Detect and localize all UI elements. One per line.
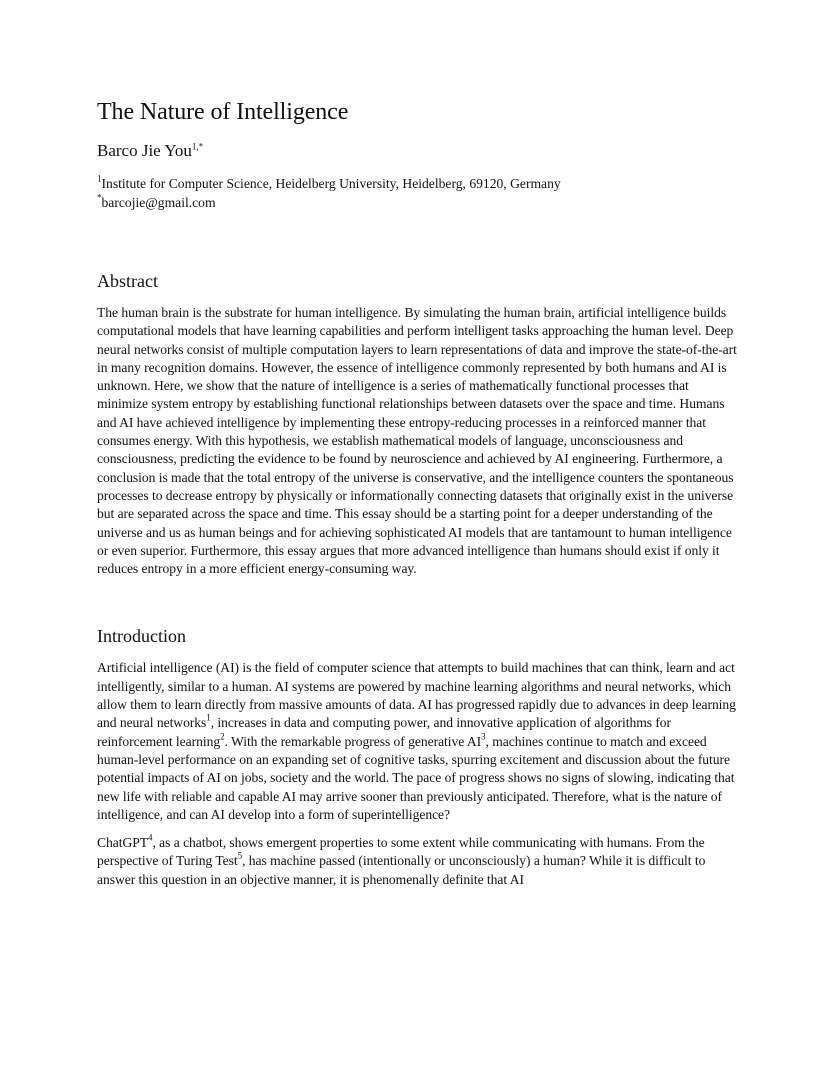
abstract-paragraph: The human brain is the substrate for human intelligence. By simulating the human brain, artificial intelligence builds computational models that have learning capabilities and perform intelligent tasks approaching the human level. Deep neural networks consist of multiple computation layers to learn representations of data and improve the state-of-the-art in many recognition domains. However, the essence of intelligence commonly represented by both humans and AI is unknown. Here, we show that the nature of intelligence is a series of mathematically functional processes that minimize system entropy by establishing functional relationships between datasets over the space and time. Humans and AI have achieved intelligence by implementing these entropy-reducing processes in a reinforced manner that consumes energy. With this hypothesis, we establish mathematical models of language, unconsciousness and consciousness, predicting the evidence to be found by neuroscience and achieved by AI engineering. Furthermore, a conclusion is made that the total entropy of the universe is conservative, and the intelligence counters the spontaneous processes to decrease entropy by physically or informationally connecting datasets that originally exist in the universe but are separated across the space and time. This essay should be a starting point for a deeper understanding of the universe and us as human beings and for achieving sophisticated AI models that are tantamount to human intelligence or even superior. Furthermore, this essay argues that more advanced intelligence than humans should exist if only it reduces entropy in a more efficient energy-consuming way. <box>97 305 737 577</box>
affiliation-block <box>97 174 737 212</box>
abstract-heading: Abstract <box>97 271 158 291</box>
author-marks: 1,* <box>191 141 204 152</box>
intro-p1-text-c: . With the remarkable progress of generative AI <box>224 733 482 749</box>
intro-p1-text-a: Artificial intelligence (AI) is the field of computer science that attempts to build machines that can think, learn and act intelligently, similar to a human. AI systems are powered by machine learning algorithms and neural networks, which allow them to learn directly from massive amounts of data. AI has progressed rapidly due to advances in deep learning and neural networks <box>97 660 736 731</box>
affiliation-number: 1 <box>97 173 102 184</box>
citation-3: 3 <box>481 731 486 742</box>
email-mark: * <box>97 192 102 203</box>
email-line <box>97 193 737 212</box>
author-line <box>97 140 737 162</box>
introduction-paragraph-1 <box>97 659 737 824</box>
affiliation-text: Institute for Computer Science, Heidelberg University, Heidelberg, 69120, Germany <box>101 176 561 191</box>
citation-5: 5 <box>237 851 243 862</box>
citation-1: 1 <box>206 713 211 724</box>
intro-p1-text-d: , machines continue to match and exceed human-level performance on an expanding set of cognitive tasks, spurring excitement and discussion about the future potential impacts of AI on jobs, society and the world. The pace of progress shows no signs of slowing, indicating that new life with reliable and capable AI may arrive sooner than previously anticipated. Therefore, what is the nature of intelligence, and can AI develop into a form of superintelligence? <box>97 733 735 822</box>
paper-page <box>97 96 737 889</box>
intro-p2-text-b: , as a chatbot, shows emergent properties to some extent while communicating with humans. From the perspective of Turing Test <box>97 835 705 869</box>
paper-title: The Nature of Intelligence <box>97 99 349 125</box>
introduction-heading: Introduction <box>97 626 186 647</box>
citation-4: 4 <box>148 832 153 843</box>
introduction-paragraph-2 <box>97 834 737 889</box>
author-name: Barco Jie You <box>97 141 192 160</box>
citation-2: 2 <box>220 731 225 742</box>
intro-p1-text-b: , increases in data and computing power, and innovative application of algorithms for reinforcement learning <box>97 715 672 749</box>
email-address: barcojie@gmail.com <box>101 195 216 210</box>
intro-p2-text-a: ChatGPT <box>97 835 149 851</box>
affiliation-line <box>97 174 737 193</box>
intro-p2-text-c: , has machine passed (intentionally or unconsciously) a human? While it is difficult to answer this question in an objective manner, it is phenomenally definite that AI <box>97 853 706 887</box>
